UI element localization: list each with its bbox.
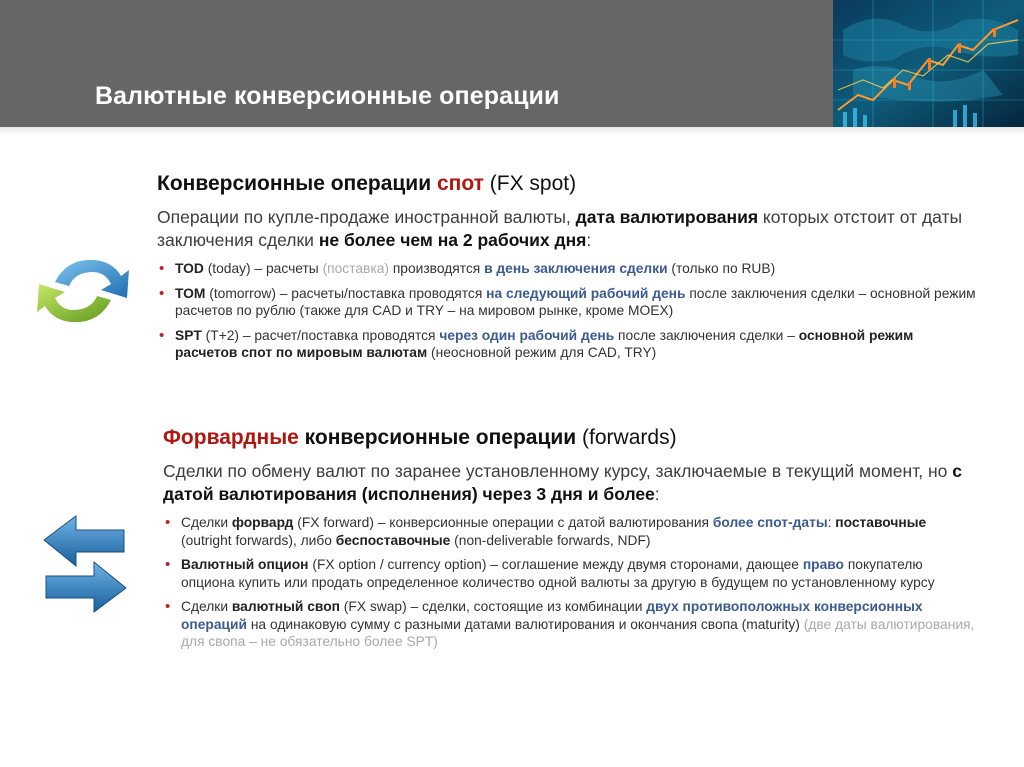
intro-text: Операции по купле-продаже иностранной валюты, bbox=[157, 207, 576, 227]
item-bold: беспоставочные bbox=[335, 532, 451, 548]
item-code: SPT bbox=[175, 327, 202, 343]
item-text: (T+2) – расчет/поставка проводятся bbox=[201, 327, 440, 343]
exchange-arrows-icon bbox=[42, 512, 128, 616]
bullet-icon: • bbox=[165, 556, 171, 573]
forwards-title bbox=[163, 426, 978, 450]
item-text: на одинаковую сумму с разными датами валютирования и окончания свопа (maturity) bbox=[246, 616, 804, 632]
spot-title-part2: (FX spot) bbox=[483, 172, 577, 195]
item-text: (FX forward) – конверсионные операции с датой валютирования bbox=[293, 515, 713, 530]
refresh-cycle-icon bbox=[33, 250, 133, 332]
item-code: TOM bbox=[175, 285, 206, 301]
spot-title-part1: Конверсионные операции bbox=[157, 172, 437, 195]
intro-text: : bbox=[654, 484, 660, 504]
forwards-section bbox=[163, 426, 978, 658]
list-item bbox=[163, 598, 978, 651]
intro-text: которых отстоит от даты заключения сделки bbox=[157, 207, 963, 250]
item-bold: поставочные bbox=[835, 515, 927, 530]
forwards-list bbox=[163, 514, 978, 651]
intro-bold: с датой валютирования (исполнения) через 3 дня и более bbox=[163, 461, 962, 504]
item-text: после заключения сделки – основной режим расчетов по рублю (также для CAD и TRY – на мировом рынке, кроме MOEX) bbox=[175, 285, 976, 318]
slide-title: Валютные конверсионные операции bbox=[95, 82, 560, 110]
item-text: (неосновной режим для CAD, TRY) bbox=[427, 345, 657, 360]
item-bold: основной режим расчетов спот по мировым валютам bbox=[175, 327, 914, 360]
item-gray: (две даты валютирования, для свопа – не обязательно более SPT) bbox=[181, 616, 975, 649]
item-text: (FX option / currency option) – соглашение между двумя сторонами, дающее bbox=[308, 557, 803, 572]
item-text: (today) – расчеты bbox=[203, 261, 323, 276]
item-text: Сделки bbox=[181, 515, 232, 530]
forwards-title-bold: конверсионные операции bbox=[298, 426, 577, 449]
item-text: (tomorrow) – расчеты/поставка проводятся bbox=[205, 285, 487, 301]
item-text: Сделки bbox=[181, 599, 232, 614]
spot-title bbox=[157, 172, 977, 196]
item-bold: валютный своп bbox=[231, 599, 340, 614]
bullet-icon: • bbox=[165, 598, 171, 615]
item-bold: Валютный опцион bbox=[181, 557, 309, 572]
item-highlight: на следующий рабочий день bbox=[486, 285, 686, 301]
spot-list bbox=[157, 260, 977, 362]
item-text: (non-deliverable forwards, NDF) bbox=[450, 532, 651, 548]
forwards-title-red: Форвардные bbox=[163, 426, 299, 449]
item-highlight: более спот-даты bbox=[712, 515, 828, 530]
item-highlight: двух противоположных конверсионных операций bbox=[181, 599, 923, 632]
item-code: TOD bbox=[175, 261, 204, 276]
item-gray: (поставка) bbox=[322, 261, 389, 276]
header-shadow bbox=[0, 127, 1024, 135]
intro-text: : bbox=[586, 230, 592, 250]
bullet-icon: • bbox=[159, 284, 165, 302]
item-text: : bbox=[827, 515, 836, 530]
item-text: (только по RUB) bbox=[667, 261, 776, 276]
item-text: после заключения сделки – bbox=[614, 327, 799, 343]
bullet-icon: • bbox=[159, 326, 165, 344]
item-text: (outright forwards), либо bbox=[181, 532, 336, 548]
bullet-icon: • bbox=[165, 514, 171, 531]
item-bold: форвард bbox=[231, 515, 294, 530]
intro-text: Сделки по обмену валют по заранее установленному курсу, заключаемые в текущий момент, но bbox=[163, 461, 953, 481]
bullet-icon: • bbox=[159, 260, 165, 277]
list-item bbox=[163, 556, 978, 591]
list-item bbox=[157, 285, 977, 320]
item-highlight: через один рабочий день bbox=[439, 327, 615, 343]
slide-header bbox=[0, 0, 1024, 127]
list-item bbox=[157, 260, 977, 278]
spot-intro bbox=[157, 206, 977, 252]
forwards-intro bbox=[163, 460, 978, 506]
item-highlight: право bbox=[802, 557, 844, 572]
list-item bbox=[157, 327, 977, 362]
intro-bold: дата валютирования bbox=[575, 207, 759, 227]
item-highlight: в день заключения сделки bbox=[484, 261, 668, 276]
item-text: производятся bbox=[388, 261, 485, 276]
spot-section bbox=[157, 172, 977, 369]
intro-bold: не более чем на 2 рабочих дня bbox=[318, 230, 587, 250]
forwards-title-part2: (forwards) bbox=[576, 426, 677, 449]
list-item bbox=[163, 514, 978, 549]
world-market-chart-image bbox=[833, 0, 1024, 127]
spot-title-red: спот bbox=[436, 172, 484, 195]
item-text: (FX swap) – сделки, состоящие из комбинации bbox=[339, 599, 647, 614]
item-text: покупателю опциона купить или продать определенное количество одной валюты за другую в будущем по установленному курсу bbox=[181, 557, 935, 590]
